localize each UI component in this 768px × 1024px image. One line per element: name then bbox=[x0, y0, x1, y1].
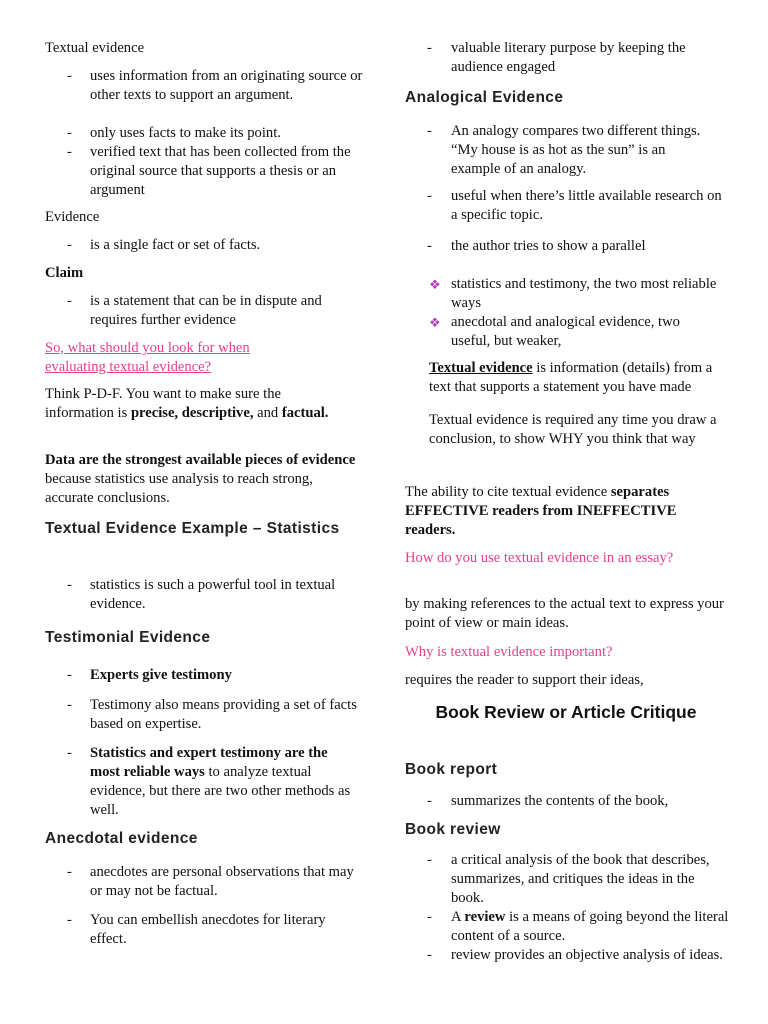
answer-why: requires the reader to support their ideas, bbox=[405, 672, 644, 688]
heading-book-review-article-critique: Book Review or Article Critique bbox=[435, 702, 697, 722]
list-item: ❖ statistics and testimony, the two most reliable ways bbox=[429, 276, 717, 311]
list-item: - valuable literary purpose by keeping the audience engaged bbox=[427, 40, 686, 75]
data-paragraph: Data are the strongest available pieces of evidence because statistics use analysis to reach strong, accurate conclusions. bbox=[45, 452, 356, 506]
heading-testimonial-evidence: Testimonial Evidence bbox=[45, 629, 211, 646]
heading-claim: Claim bbox=[45, 265, 84, 281]
ability-paragraph: The ability to cite textual evidence separates EFFECTIVE readers from INEFFECTIVE readers. bbox=[405, 484, 677, 538]
list-item: - Testimony also means providing a set of facts based on expertise. bbox=[67, 697, 357, 732]
list-item: - review provides an objective analysis of ideas. bbox=[427, 947, 723, 963]
diamond-bullet-icon: ❖ bbox=[429, 315, 441, 330]
textual-evidence-required: Textual evidence is required any time you draw a conclusion, to show WHY you think that way bbox=[429, 412, 717, 447]
heading-evidence: Evidence bbox=[45, 209, 100, 225]
heading-textual-evidence: Textual evidence bbox=[45, 40, 145, 56]
list-item: - anecdotes are personal observations that may or may not be factual. bbox=[67, 864, 354, 899]
heading-book-review: Book review bbox=[405, 821, 501, 838]
heading-analogical-evidence: Analogical Evidence bbox=[405, 89, 564, 106]
question-why: Why is textual evidence important? bbox=[405, 644, 613, 660]
question-what-to-look-for: So, what should you look for when evaluating textual evidence? bbox=[45, 340, 250, 375]
list-item: - statistics is such a powerful tool in textual evidence. bbox=[67, 577, 336, 612]
heading-statistics-example: Textual Evidence Example – Statistics bbox=[45, 520, 340, 537]
pdf-paragraph: Think P-D-F. You want to make sure the information is precise, descriptive, and factual. bbox=[45, 386, 329, 421]
list-item: - uses information from an originating source or other texts to support an argument. bbox=[67, 68, 363, 103]
list-item: ❖ anecdotal and analogical evidence, two useful, but weaker, bbox=[429, 314, 680, 349]
list-item: - verified text that has been collected from the original source that supports a thesis or an argument bbox=[67, 144, 351, 198]
list-item: - A review is a means of going beyond the literal content of a source. bbox=[427, 909, 729, 944]
heading-anecdotal-evidence: Anecdotal evidence bbox=[45, 830, 198, 847]
list-item: - An analogy compares two different things. “My house is as hot as the sun” is an example of an analogy. bbox=[427, 123, 701, 177]
answer-how: by making references to the actual text to express your point of view or main ideas. bbox=[405, 596, 724, 631]
textual-evidence-definition: Textual evidence is information (details) from a text that supports a statement you have made bbox=[429, 360, 713, 395]
list-item: - only uses facts to make its point. bbox=[67, 125, 281, 141]
list-item: - is a statement that can be in dispute and requires further evidence bbox=[67, 293, 322, 328]
list-item: - useful when there’s little available research on a specific topic. bbox=[427, 188, 722, 223]
list-item: - a critical analysis of the book that describes, summarizes, and critiques the ideas in the book. bbox=[427, 852, 710, 906]
question-how: How do you use textual evidence in an essay? bbox=[405, 550, 674, 566]
list-item: - You can embellish anecdotes for literary effect. bbox=[67, 912, 326, 947]
diamond-bullet-icon: ❖ bbox=[429, 277, 441, 292]
list-item: - Statistics and expert testimony are the most reliable ways to analyze textual evidence, but there are two other methods as well. bbox=[67, 745, 351, 818]
heading-book-report: Book report bbox=[405, 761, 498, 778]
